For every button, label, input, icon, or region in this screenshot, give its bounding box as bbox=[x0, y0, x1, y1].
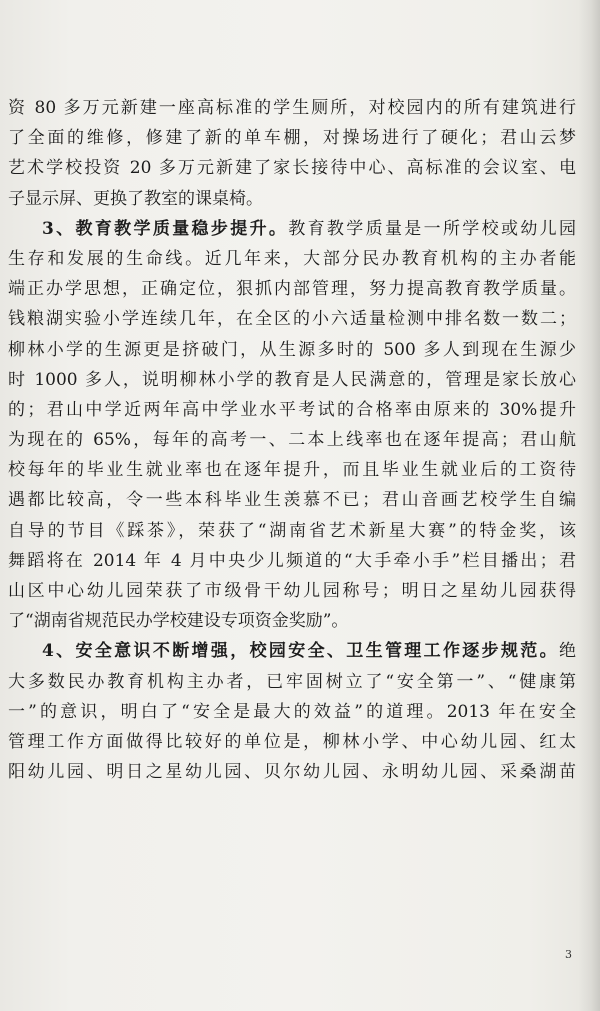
section-heading: 4、安全意识不断增强，校园安全、卫生管理工作逐步规范。 bbox=[42, 641, 559, 662]
text-line: 子显示屏、更换了教室的课桌椅。 bbox=[8, 188, 263, 209]
text-line: 自导的节目《踩茶》，荣获了“湖南省艺术新星大赛”的特金奖，该 bbox=[8, 520, 576, 541]
text-line: 一”的意识，明白了“安全是最大的效益”的道理。2013 年在安全 bbox=[8, 701, 576, 722]
text-fragment: 教育教学质量是一所学校或幼儿园 bbox=[288, 218, 576, 239]
text-line: 山区中心幼儿园荣获了市级骨干幼儿园称号；明日之星幼儿园获得 bbox=[8, 581, 576, 601]
text-fragment: 绝 bbox=[559, 641, 576, 662]
text-line: 时 1000 多人，说明柳林小学的教育是人民满意的，管理是家长放心 bbox=[8, 369, 576, 390]
text-line: 校每年的毕业生就业率也在逐年提升，而且毕业生就业后的工资待 bbox=[8, 460, 576, 481]
text-line: 遇都比较高，令一些本科毕业生羡慕不已；君山音画艺校学生自编 bbox=[8, 490, 576, 511]
text-line: 艺术学校投资 20 多万元新建了家长接待中心、高标准的会议室、电 bbox=[8, 158, 576, 179]
text-line bbox=[8, 214, 576, 244]
page-number: 3 bbox=[565, 948, 572, 961]
text-line: 端正办学思想，正确定位，狠抓内部管理，努力提高教育教学质量。 bbox=[8, 279, 576, 300]
text-line: 钱粮湖实验小学连续几年，在全区的小六适量检测中排名数一数二； bbox=[8, 309, 576, 330]
text-line: 管理工作方面做得比较好的单位是，柳林小学、中心幼儿园、红太 bbox=[8, 731, 576, 752]
text-line: 资 80 多万元新建一座高标准的学生厕所，对校园内的所有建筑进行 bbox=[8, 98, 576, 118]
body-text bbox=[8, 93, 576, 787]
text-line: 了全面的维修，修建了新的单车棚，对操场进行了硬化；君山云梦 bbox=[8, 128, 576, 149]
section-heading: 3、教育教学质量稳步提升。 bbox=[42, 218, 289, 239]
text-line bbox=[8, 636, 576, 666]
text-line: 了“湖南省规范民办学校建设专项资金奖励”。 bbox=[8, 611, 349, 632]
text-line: 柳林小学的生源更是挤破门，从生源多时的 500 多人到现在生源少 bbox=[8, 339, 576, 360]
text-line: 大多数民办教育机构主办者，已牢固树立了“安全第一”、“健康第 bbox=[8, 671, 576, 692]
text-line: 的；君山中学近两年高中学业水平考试的合格率由原来的 30%提升 bbox=[8, 399, 576, 420]
text-line: 生存和发展的生命线。近几年来，大部分民办教育机构的主办者能 bbox=[8, 248, 576, 269]
text-line: 为现在的 65%，每年的高考一、二本上线率也在逐年提高；君山航 bbox=[8, 430, 576, 451]
text-line: 阳幼儿园、明日之星幼儿园、贝尔幼儿园、永明幼儿园、采桑湖苗 bbox=[8, 762, 576, 783]
text-line: 舞蹈将在 2014 年 4 月中央少儿频道的“大手牵小手”栏目播出；君 bbox=[8, 550, 576, 571]
